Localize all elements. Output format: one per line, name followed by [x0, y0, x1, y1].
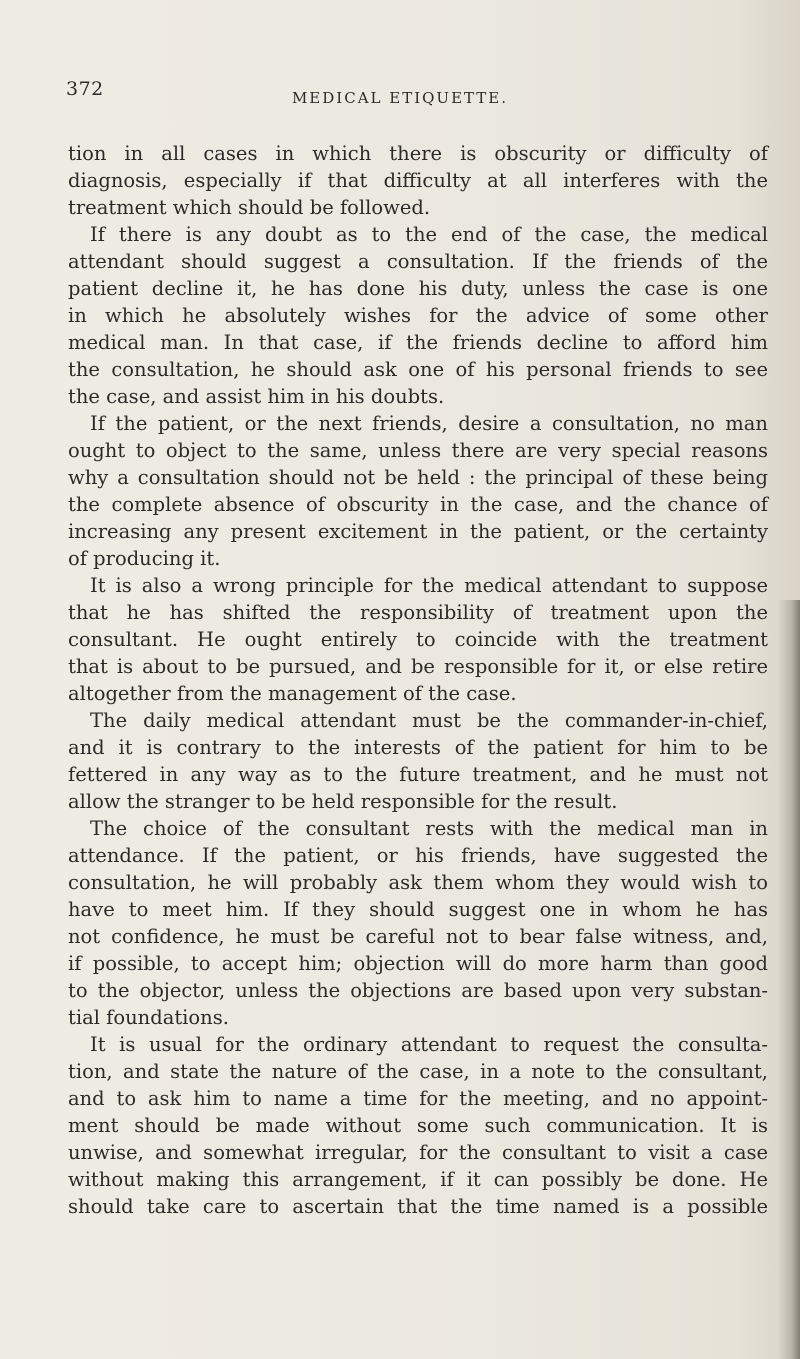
text-line: ment should be made without some such communication. It is: [68, 1114, 768, 1137]
text-line: and it is contrary to the interests of the patient for him to be: [68, 736, 768, 759]
text-line: attendance. If the patient, or his friends, have suggested the: [68, 844, 768, 867]
text-line: patient decline it, he has done his duty, unless the case is one: [68, 277, 768, 300]
text-line: tion in all cases in which there is obscurity or difficulty of: [68, 142, 768, 165]
text-line: that he has shifted the responsibility of treatment upon the: [68, 601, 768, 624]
page-edge-shadow: [778, 600, 800, 1359]
text-line: not confidence, he must be careful not to bear false witness, and,: [68, 925, 768, 948]
text-line: If the patient, or the next friends, desire a consultation, no man: [90, 412, 768, 435]
text-line: the consultation, he should ask one of his personal friends to see: [68, 358, 768, 381]
text-line: in which he absolutely wishes for the advice of some other: [68, 304, 768, 327]
text-line: If there is any doubt as to the end of the case, the medical: [90, 223, 768, 246]
text-line: attendant should suggest a consultation. If the friends of the: [68, 250, 768, 273]
running-head: MEDICAL ETIQUETTE.: [291, 89, 509, 107]
text-line: that is about to be pursued, and be responsible for it, or else retire: [68, 655, 768, 678]
text-line: without making this arrangement, if it can possibly be done. He: [68, 1168, 768, 1191]
text-line: altogether from the management of the case.: [68, 682, 517, 705]
text-line: tial foundations.: [68, 1006, 229, 1029]
text-line: medical man. In that case, if the friends decline to afford him: [68, 331, 768, 354]
text-line: should take care to ascertain that the time named is a possible: [68, 1195, 768, 1218]
text-line: have to meet him. If they should suggest one in whom he has: [68, 898, 768, 921]
text-line: the case, and assist him in his doubts.: [68, 385, 445, 408]
text-line: if possible, to accept him; objection will do more harm than good: [68, 952, 768, 975]
text-line: The daily medical attendant must be the commander-in-chief,: [90, 709, 768, 732]
text-line: tion, and state the nature of the case, in a note to the consultant,: [68, 1060, 768, 1083]
body-text: [68, 140, 768, 1220]
text-line: allow the stranger to be held responsible for the result.: [68, 790, 618, 813]
text-line: treatment which should be followed.: [68, 196, 431, 219]
text-line: It is usual for the ordinary attendant to request the consulta-: [90, 1033, 768, 1056]
text-line: to the objector, unless the objections are based upon very substan-: [68, 979, 768, 1002]
text-line: of producing it.: [68, 547, 221, 570]
page-number: 372: [66, 78, 104, 100]
text-line: It is also a wrong principle for the medical attendant to suppose: [90, 574, 768, 597]
text-line: and to ask him to name a time for the meeting, and no appoint-: [68, 1087, 768, 1110]
text-line: the complete absence of obscurity in the case, and the chance of: [68, 493, 768, 516]
text-line: increasing any present excitement in the patient, or the certainty: [68, 520, 768, 543]
text-line: The choice of the consultant rests with the medical man in: [90, 817, 768, 840]
text-line: consultant. He ought entirely to coincide with the treatment: [68, 628, 768, 651]
text-line: fettered in any way as to the future treatment, and he must not: [68, 763, 768, 786]
text-line: unwise, and somewhat irregular, for the consultant to visit a case: [68, 1141, 768, 1164]
text-line: consultation, he will probably ask them whom they would wish to: [68, 871, 768, 894]
text-line: ought to object to the same, unless there are very special reasons: [68, 439, 768, 462]
text-line: why a consultation should not be held : the principal of these being: [68, 466, 768, 489]
text-line: diagnosis, especially if that difficulty at all interferes with the: [68, 169, 768, 192]
